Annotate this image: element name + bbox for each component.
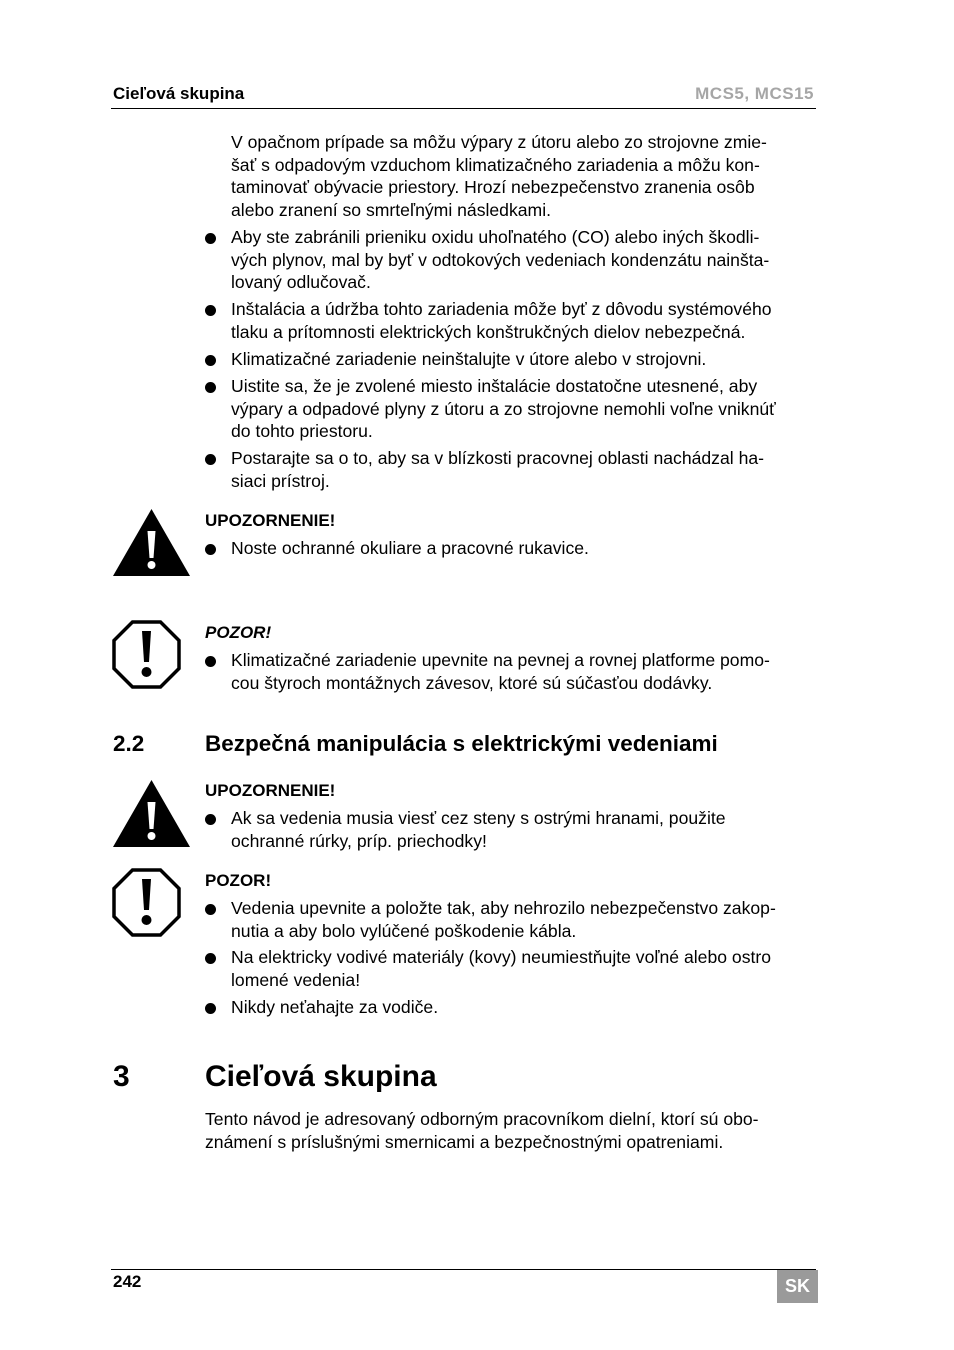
list-item-line: lomené vedenia! (231, 969, 361, 990)
list-item-line: Noste ochranné okuliare a pracovné rukavice. (231, 538, 589, 558)
list-item-line: siaci prístroj. (231, 470, 330, 491)
header-rule (111, 108, 816, 109)
paragraph-line: známení s príslušnými smernicami a bezpečnostnými opatreniami. (205, 1131, 724, 1152)
list-item (205, 375, 820, 443)
list-item-line: Nikdy neťahajte za vodiče. (231, 997, 439, 1017)
chapter-title: Cieľová skupina (205, 1060, 437, 1093)
list-item (205, 447, 820, 492)
list-item-line: cou štyroch montážnych závesov, ktoré sú súčasťou dodávky. (231, 672, 713, 693)
list-item (205, 348, 820, 371)
section-number: 2.2 (113, 731, 145, 756)
warning-label: UPOZORNENIE! (205, 511, 336, 530)
list-item (205, 946, 820, 991)
bullet-icon (205, 1003, 216, 1014)
language-badge: SK (777, 1270, 818, 1303)
list-item-line: vých plynov, mal by byť v odtokových vedeniach kondenzátu nainšta- (231, 249, 770, 270)
intro-line: šať s odpadovým vzduchom klimatizačného zariadenia a môžu kon- (231, 154, 760, 175)
bullet-icon (205, 904, 216, 915)
caution-octagon-icon (112, 620, 181, 689)
bullet-icon (205, 454, 216, 465)
list-item-line: Klimatizačné zariadenie upevnite na pevnej a rovnej platforme pomo- (231, 650, 770, 670)
chapter-number: 3 (113, 1060, 130, 1093)
list-item-line: Aby ste zabránili prieniku oxidu uhoľnatého (CO) alebo iných škodli- (231, 227, 760, 247)
list-item-line: tlaku a prítomnosti elektrických konštrukčných dielov nebezpečná. (231, 321, 746, 342)
list-item (205, 537, 820, 560)
bullet-icon (205, 382, 216, 393)
warning-triangle-icon (113, 780, 190, 848)
warning-label: UPOZORNENIE! (205, 781, 336, 800)
list-item-line: Uistite sa, že je zvolené miesto inštalácie dostatočne utesnené, aby (231, 376, 758, 396)
list-item-line: do tohto priestoru. (231, 421, 373, 441)
footer-rule (111, 1269, 816, 1270)
bullet-icon (205, 305, 216, 316)
list-item-line: Ak sa vedenia musia viesť cez steny s ostrými hranami, použite (231, 808, 726, 828)
paragraph-line: Tento návod je adresovaný odborným pracovníkom dielní, ktorí sú obo- (205, 1109, 759, 1129)
bullet-icon (205, 544, 216, 555)
list-item-line: ochranné rúrky, príp. priechodky! (231, 830, 487, 851)
list-item (205, 996, 820, 1019)
list-item (205, 807, 820, 852)
list-item-line: Vedenia upevnite a položte tak, aby nehrozilo nebezpečenstvo zakop- (231, 898, 776, 918)
list-item (205, 226, 820, 294)
list-item (205, 897, 820, 942)
list-item-line: Postarajte sa o to, aby sa v blízkosti pracovnej oblasti nachádzal ha- (231, 448, 764, 468)
list-item (205, 298, 820, 343)
caution-octagon-icon (112, 868, 181, 937)
bullet-icon (205, 355, 216, 366)
list-item-line: Inštalácia a údržba tohto zariadenia môže byť z dôvodu systémového (231, 299, 772, 319)
intro-line: alebo zranení so smrteľnými následkami. (231, 199, 552, 220)
running-header-model: MCS5, MCS15 (695, 84, 814, 103)
section-title: Bezpečná manipulácia s elektrickými vedeniami (205, 731, 718, 756)
bullet-icon (205, 953, 216, 964)
list-item-line: Na elektricky vodivé materiály (kovy) neumiestňujte voľné alebo ostro (231, 947, 772, 967)
list-item (205, 649, 820, 694)
list-item-line: lovaný odlučovač. (231, 272, 371, 292)
bullet-icon (205, 233, 216, 244)
running-header-section: Cieľová skupina (113, 84, 245, 103)
intro-line: taminovať obývacie priestory. Hrozí nebezpečenstvo zranenia osôb (231, 177, 755, 197)
list-item-line: nutia a aby bolo vylúčené poškodenie kábla. (231, 920, 577, 941)
intro-paragraph (231, 131, 821, 221)
warning-triangle-icon (113, 509, 190, 577)
bullet-icon (205, 814, 216, 825)
bullet-icon (205, 656, 216, 667)
page-number: 242 (113, 1272, 142, 1291)
chapter-paragraph (205, 1108, 820, 1153)
list-item-line: výpary a odpadové plyny z útoru a zo strojovne nemohli voľne vniknúť (231, 398, 776, 419)
intro-line: V opačnom prípade sa môžu výpary z útoru alebo zo strojovne zmie- (231, 132, 767, 152)
list-item-line: Klimatizačné zariadenie neinštalujte v útore alebo v strojovni. (231, 349, 707, 369)
caution-label: POZOR! (205, 871, 272, 890)
caution-label: POZOR! (205, 623, 272, 642)
